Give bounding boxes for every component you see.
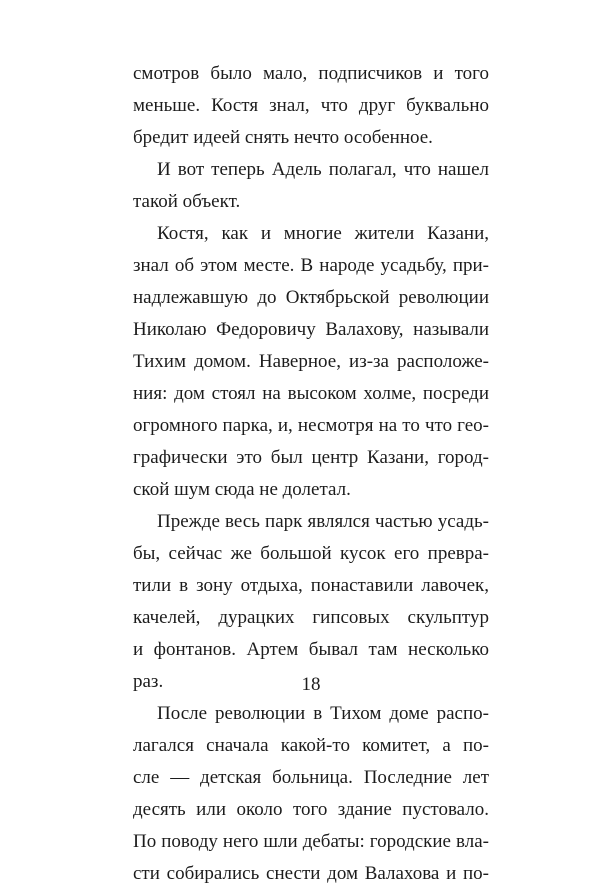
text-line: Тихим домом. Наверное, из-за расположе- — [133, 351, 489, 372]
page-number: 18 — [301, 674, 321, 695]
text-line: надлежавшую до Октябрьской революции — [133, 287, 489, 308]
text-line: сти собирались снести дом Валахова и по- — [133, 863, 489, 884]
text-line: Прежде весь парк являлся частью усадь- — [157, 511, 489, 532]
text-line: качелей, дурацких гипсовых скульптур — [133, 607, 489, 628]
text-line: После революции в Тихом доме распо- — [157, 703, 489, 724]
text-line: Николаю Федоровичу Валахову, называли — [133, 319, 489, 340]
text-line: лагался сначала какой-то комитет, а по- — [133, 735, 489, 756]
text-line: ской шум сюда не долетал. — [133, 479, 351, 500]
text-line: И вот теперь Адель полагал, что нашел — [157, 159, 489, 180]
text-line: знал об этом месте. В народе усадьбу, при- — [133, 255, 489, 276]
text-line: Костя, как и многие жители Казани, — [157, 223, 489, 244]
text-line: десять или около того здание пустовало. — [133, 799, 489, 820]
text-line: бы, сейчас же большой кусок его превра- — [133, 543, 489, 564]
text-line: и фонтанов. Артем бывал там несколько — [133, 639, 489, 660]
text-line: графически это был центр Казани, город- — [133, 447, 489, 468]
text-line: раз. — [133, 671, 164, 692]
text-line: такой объект. — [133, 191, 241, 212]
text-line: меньше. Костя знал, что друг буквально — [133, 95, 489, 116]
text-line: По поводу него шли дебаты: городские вла- — [133, 831, 489, 852]
text-line: смотров было мало, подписчиков и того — [133, 63, 489, 84]
body-text — [133, 58, 489, 890]
text-line: сле — детская больница. Последние лет — [133, 767, 489, 788]
text-line: огромного парка, и, несмотря на то что гео- — [133, 415, 489, 436]
text-line: бредит идеей снять нечто особенное. — [133, 127, 433, 148]
text-line: тили в зону отдыха, понаставили лавочек, — [133, 575, 489, 596]
text-line: ния: дом стоял на высоком холме, посреди — [133, 383, 489, 404]
